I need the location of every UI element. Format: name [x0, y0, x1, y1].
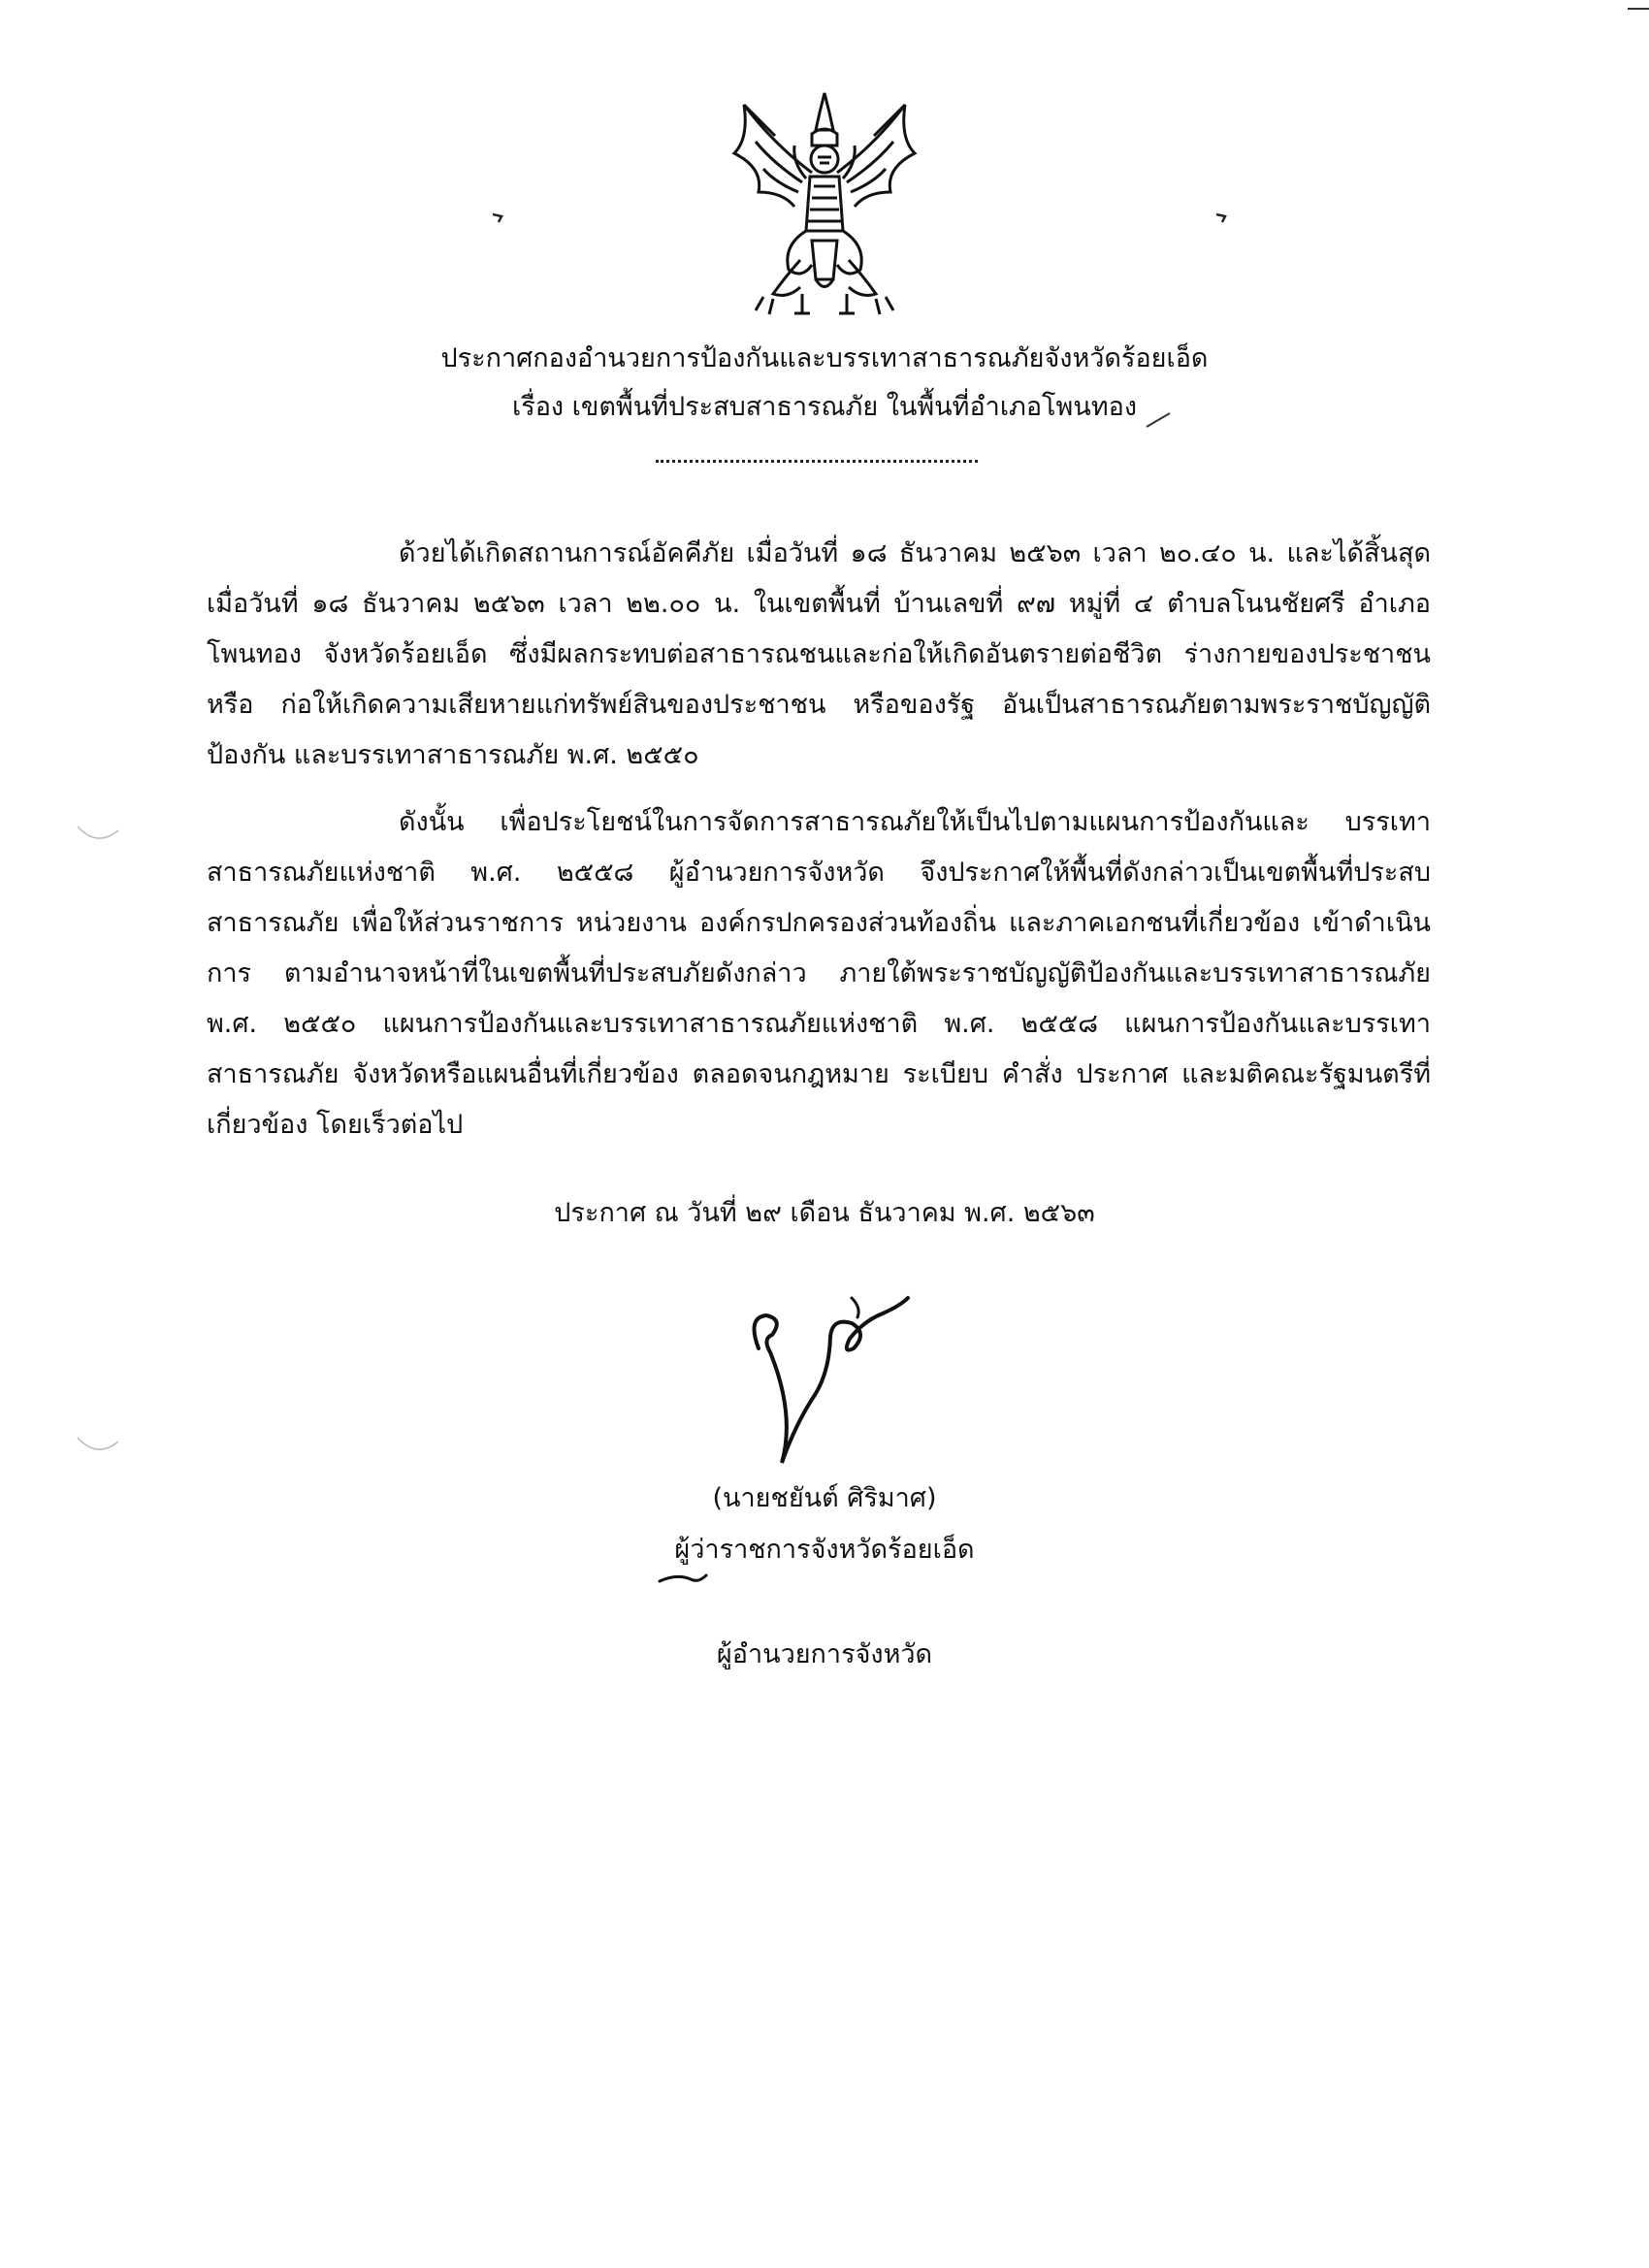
announcement-date: ประกาศ ณ วันที่ ๒๙ เดือน ธันวาคม พ.ศ. ๒๕๖๓ [554, 1198, 1095, 1228]
binder-hole-mark [76, 823, 120, 846]
announcement-title: ประกาศกองอำนวยการป้องกันและบรรเทาสาธารณภัยจังหวัดร้อยเอ็ด [440, 343, 1209, 373]
signatory-name: (นายชยันต์ ศิริมาศ) [712, 1483, 937, 1513]
check-mark [1145, 409, 1174, 429]
punch-mark-left [492, 211, 509, 223]
announcement-subject: เรื่อง เขตพื้นที่ประสบสาธารณภัย ในพื้นที่อำเภอโพนทอง [511, 392, 1138, 422]
handwritten-signature [737, 1279, 931, 1473]
binder-hole-mark [76, 1434, 120, 1457]
initial-mark [658, 1571, 708, 1585]
punch-mark-right [1215, 211, 1233, 223]
garuda-emblem-icon [705, 85, 944, 324]
title-dotted-divider [656, 460, 978, 463]
scan-edge-mark [1628, 8, 1649, 10]
signatory-position: ผู้ว่าราชการจังหวัดร้อยเอ็ด [674, 1535, 975, 1565]
signatory-role: ผู้อำนวยการจังหวัด [716, 1639, 933, 1669]
body-paragraph-2: ดังนั้น เพื่อประโยชน์ในการจัดการสาธารณภัยให้เป็นไปตามแผนการป้องกันและ บรรเทาสาธารณภัยแห่งชาติ พ.ศ. ๒๕๕๘ ผู้อำนวยการจังหวัด จึงประกาศให้พื้นที่ดังกล่าวเป็นเขตพื้นที่ประสบ สาธารณภัย เพื่อให้ส่วนราชการ หน่วยงาน องค์กรปกครองส่วนท้องถิ่น และภาคเอกชนที่เกี่ยวข้อง เข้าดำเนินการ ตามอำนาจหน้าที่ในเขตพื้นที่ประสบภัยดังกล่าว ภายใต้พระราชบัญญัติป้องกันและบรรเทาสาธารณภัย พ.ศ. ๒๕๕๐ แผนการป้องกันและบรรเทาสาธารณภัยแห่งชาติ พ.ศ. ๒๕๕๘ แผนการป้องกันและบรรเทาสาธารณภัย จังหวัดหรือแผนอื่นที่เกี่ยวข้อง ตลอดจนกฎหมาย ระเบียบ คำสั่ง ประกาศ และมติคณะรัฐมนตรีที่เกี่ยวข้อง โดยเร็วต่อไป [207, 807, 1431, 1140]
body-paragraph-1: ด้วยได้เกิดสถานการณ์อัคคีภัย เมื่อวันที่ ๑๘ ธันวาคม ๒๕๖๓ เวลา ๒๐.๔๐ น. และได้สิ้นสุด เมื่อวันที่ ๑๘ ธันวาคม ๒๕๖๓ เวลา ๒๒.๐๐ น. ในเขตพื้นที่ บ้านเลขที่ ๙๗ หมู่ที่ ๔ ตำบลโนนชัยศรี อำเภอโพนทอง จังหวัดร้อยเอ็ด ซึ่งมีผลกระทบต่อสาธารณชนและก่อให้เกิดอันตรายต่อชีวิต ร่างกายของประชาชน หรือ ก่อให้เกิดความเสียหายแก่ทรัพย์สินของประชาชน หรือของรัฐ อันเป็นสาธารณภัยตามพระราชบัญญัติป้องกัน และบรรเทาสาธารณภัย พ.ศ. ๒๕๕๐ [207, 538, 1431, 770]
